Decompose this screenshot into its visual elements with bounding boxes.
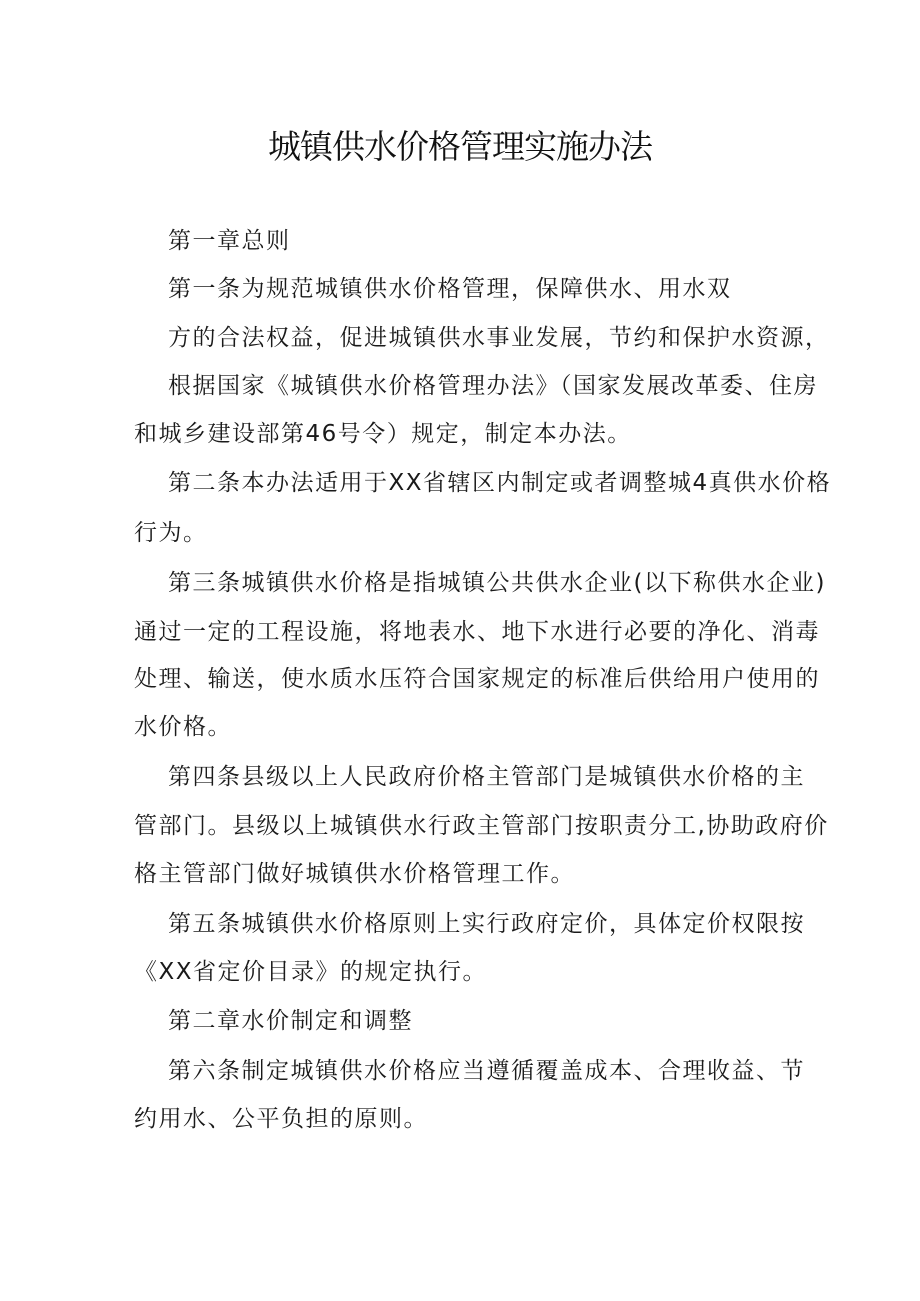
article-1-line-1: 第一条为规范城镇供水价格管理，保障供水、用水双 — [168, 276, 732, 302]
article-1-line-4: 和城乡建设部第46号令）规定，制定本办法。 — [134, 421, 632, 447]
article-3-line-2: 通过一定的工程设施，将地表水、地下水进行必要的净化、消毒 — [134, 619, 820, 645]
article-5-line-1: 第五条城镇供水价格原则上实行政府定价，具体定价权限按 — [168, 911, 805, 937]
article-4-line-1: 第四条县级以上人民政府价格主管部门是城镇供水价格的主 — [168, 764, 805, 790]
article-4-line-3: 格主管部门做好城镇供水价格管理工作。 — [134, 861, 575, 887]
document-title: 城镇供水价格管理实施办法 — [268, 127, 652, 166]
article-2-line-2: 行为。 — [134, 520, 208, 546]
article-1-line-2: 方的合法权益，促进城镇供水事业发展，节约和保护水资源， — [168, 325, 830, 351]
article-5-line-2: 《XX省定价目录》的规定执行。 — [134, 959, 488, 985]
article-2-line-1: 第二条本办法适用于XX省辖区内制定或者调整城4真供水价格 — [168, 470, 832, 496]
article-6-line-1: 第六条制定城镇供水价格应当遵循覆盖成本、合理收益、节 — [168, 1058, 805, 1084]
article-3-line-4: 水价格。 — [134, 714, 232, 740]
article-3-line-1: 第三条城镇供水价格是指城镇公共供水企业(以下称供水企业) — [168, 570, 826, 596]
chapter-1-heading: 第一章总则 — [168, 228, 291, 254]
article-1-line-3: 根据国家《城镇供水价格管理办法》（国家发展改革委、住房 — [168, 373, 818, 399]
article-6-line-2: 约用水、公平负担的原则。 — [134, 1106, 428, 1132]
article-3-line-3: 处理、输送，使水质水压符合国家规定的标准后供给用户使用的 — [134, 666, 820, 692]
article-4-line-2: 管部门。县级以上城镇供水行政主管部门按职责分工,协助政府价 — [134, 813, 829, 839]
chapter-2-heading: 第二章水价制定和调整 — [168, 1008, 413, 1034]
